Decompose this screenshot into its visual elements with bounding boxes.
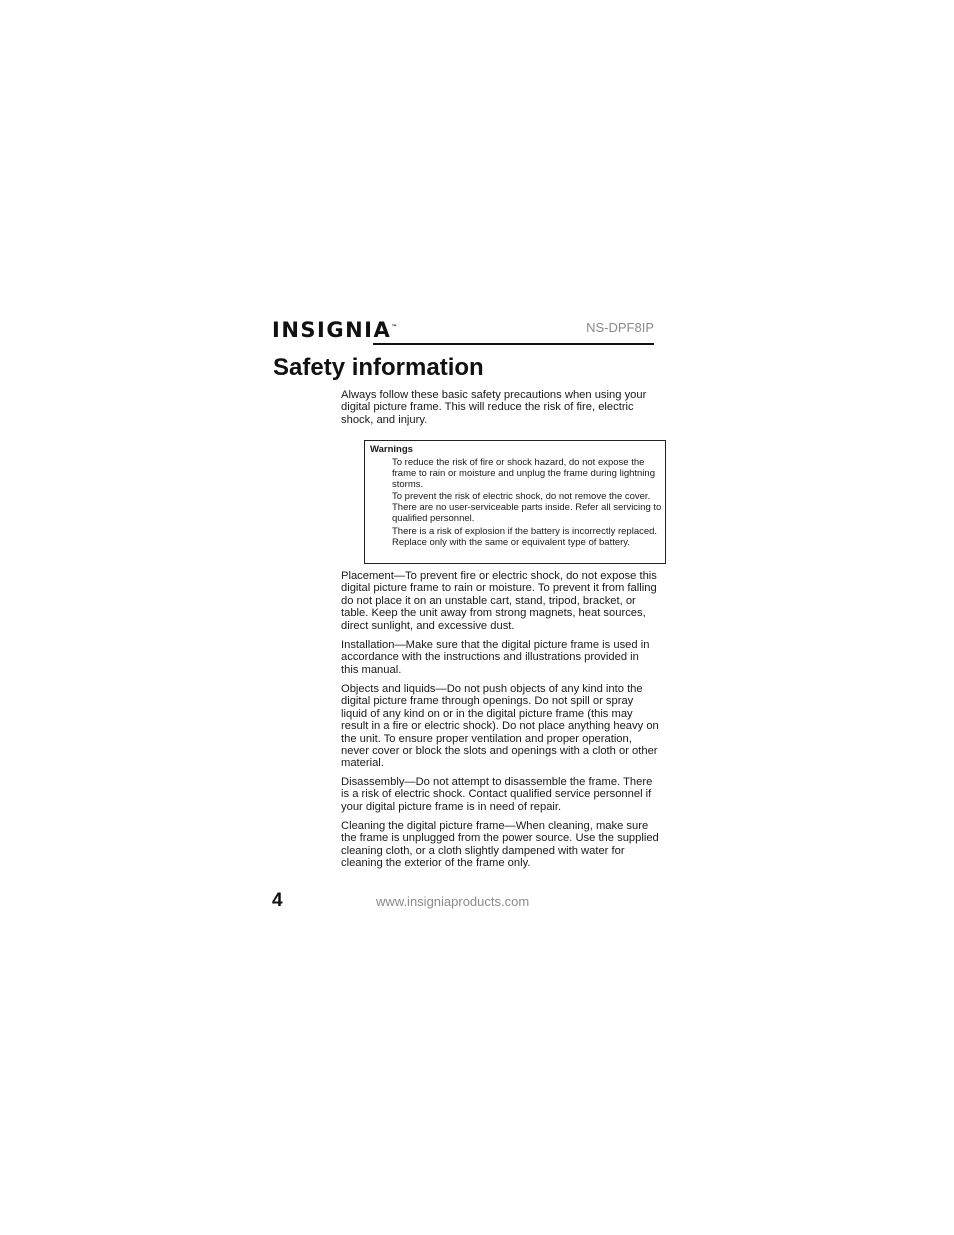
brand-name: INSIGNIA bbox=[272, 318, 392, 342]
warning-item-battery: There is a risk of explosion if the battery is incorrectly replaced. Replace only with the same or equivalent type of battery. bbox=[392, 526, 658, 548]
intro-paragraph: Always follow these basic safety precautions when using your digital picture frame. This will reduce the risk of fire, electric shock, and injury. bbox=[341, 389, 647, 426]
warnings-title: Warnings bbox=[370, 444, 413, 455]
warning-item-shock: To prevent the risk of electric shock, do not remove the cover. There are no user-serviceable parts inside. Refer all servicing to qualified personnel. bbox=[392, 491, 662, 524]
warning-item-fire: To reduce the risk of fire or shock hazard, do not expose the frame to rain or moisture and unplug the frame during lightning storms. bbox=[392, 457, 655, 490]
installation-paragraph: Installation—Make sure that the digital picture frame is used in accordance with the instructions and illustrations provided in this manual. bbox=[341, 639, 650, 676]
header-rule bbox=[373, 343, 654, 345]
warnings-box bbox=[364, 440, 666, 564]
model-number: NS-DPF8IP bbox=[586, 320, 654, 335]
cleaning-paragraph: Cleaning the digital picture frame—When cleaning, make sure the frame is unplugged from the power source. Use the supplied cleaning cloth, or a cloth slightly dampened with water for cleaning the exterior of the frame only. bbox=[341, 820, 659, 870]
disassembly-paragraph: Disassembly—Do not attempt to disassemble the frame. There is a risk of electric shock. Contact qualified service personnel if your digital picture frame is in need of repair. bbox=[341, 776, 653, 813]
placement-paragraph: Placement—To prevent fire or electric shock, do not expose this digital picture frame to rain or moisture. To prevent it from falling do not place it on an unstable cart, stand, tripod, bracket, or table. Keep the unit away from strong magnets, heat sources, direct sunlight, and excessive dust. bbox=[341, 570, 657, 632]
brand-logo bbox=[272, 318, 397, 342]
objects-liquids-paragraph: Objects and liquids—Do not push objects of any kind into the digital picture frame through openings. Do not spill or spray liquid of any kind on or in the digital picture frame (this may result in a fire or electric shock). Do not place anything heavy on the unit. To ensure proper ventilation and proper operation, never cover or block the slots and openings with a cloth or other material. bbox=[341, 683, 659, 770]
page-title: Safety information bbox=[273, 354, 484, 381]
trademark-symbol: ™ bbox=[391, 324, 398, 331]
page-number: 4 bbox=[272, 890, 283, 911]
footer-url: www.insigniaproducts.com bbox=[376, 894, 530, 909]
